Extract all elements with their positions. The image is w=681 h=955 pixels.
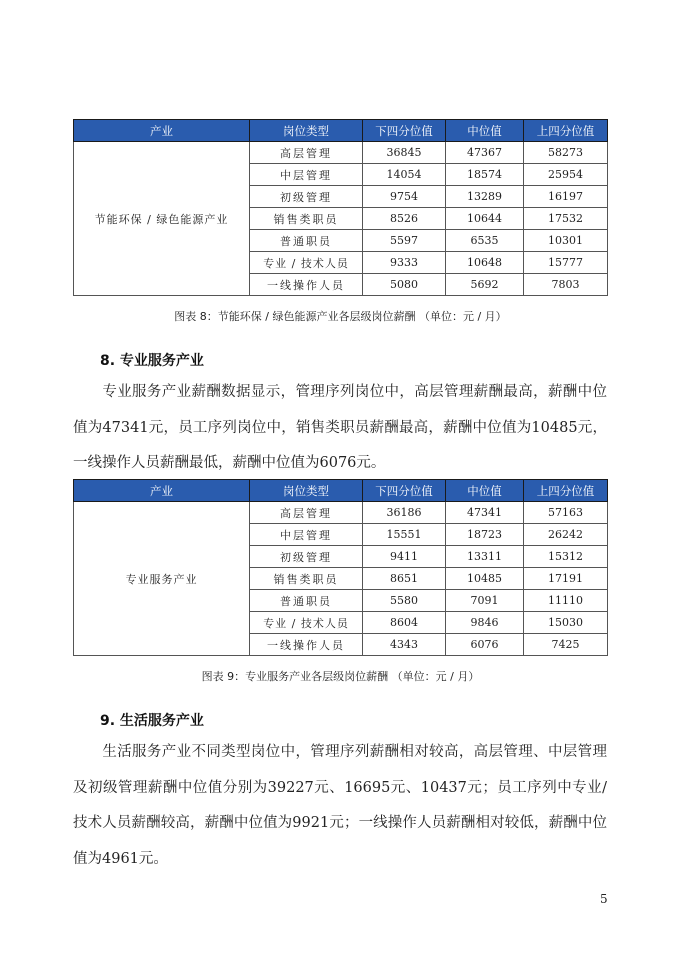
q1-cell: 8526 — [363, 208, 446, 230]
position-cell: 中层管理 — [250, 524, 363, 546]
median-cell: 6535 — [446, 230, 524, 252]
median-cell: 13311 — [446, 546, 524, 568]
header-position-type: 岗位类型 — [250, 480, 363, 502]
salary-table-energy — [73, 119, 608, 296]
position-cell: 普通职员 — [250, 230, 363, 252]
position-cell: 销售类职员 — [250, 568, 363, 590]
position-cell: 一线操作人员 — [250, 274, 363, 296]
median-cell: 10648 — [446, 252, 524, 274]
position-cell: 初级管理 — [250, 186, 363, 208]
q3-cell: 15777 — [524, 252, 608, 274]
q1-cell: 36186 — [363, 502, 446, 524]
table-caption-8: 图表 8：节能环保 / 绿色能源产业各层级岗位薪酬 （单位：元 / 月） — [174, 310, 507, 323]
q1-cell: 5580 — [363, 590, 446, 612]
median-cell: 47367 — [446, 142, 524, 164]
q1-cell: 9411 — [363, 546, 446, 568]
median-cell: 7091 — [446, 590, 524, 612]
position-cell: 专业 / 技术人员 — [250, 252, 363, 274]
q1-cell: 9333 — [363, 252, 446, 274]
median-cell: 10485 — [446, 568, 524, 590]
industry-cell: 专业服务产业 — [74, 502, 250, 656]
section-heading-9: 9. 生活服务产业 — [100, 713, 204, 729]
q3-cell: 58273 — [524, 142, 608, 164]
paragraph-text: 专业服务产业薪酬数据显示，管理序列岗位中，高层管理薪酬最高，薪酬中位值为47341元，员工序列岗位中，销售类职员薪酬最高，薪酬中位值为10485元，一线操作人员薪酬最低，薪酬中位值为6076元。 — [73, 384, 607, 471]
header-industry: 产业 — [74, 480, 250, 502]
table-header-row — [74, 120, 608, 142]
position-cell: 中层管理 — [250, 164, 363, 186]
q1-cell: 8651 — [363, 568, 446, 590]
table-row — [74, 502, 608, 524]
median-cell: 47341 — [446, 502, 524, 524]
median-cell: 6076 — [446, 634, 524, 656]
paragraph-text: 生活服务产业不同类型岗位中，管理序列薪酬相对较高，高层管理、中层管理及初级管理薪酬中位值分别为39227元、16695元、10437元；员工序列中专业/技术人员薪酬较高，薪酬中位值为9921元；一线操作人员薪酬相对较低，薪酬中位值为4961元。 — [73, 744, 607, 867]
q3-cell: 25954 — [524, 164, 608, 186]
position-cell: 高层管理 — [250, 502, 363, 524]
position-cell: 高层管理 — [250, 142, 363, 164]
header-median: 中位值 — [446, 120, 524, 142]
header-q1: 下四分位值 — [363, 480, 446, 502]
q1-cell: 36845 — [363, 142, 446, 164]
q3-cell: 15312 — [524, 546, 608, 568]
median-cell: 18723 — [446, 524, 524, 546]
table-header-row — [74, 480, 608, 502]
median-cell: 9846 — [446, 612, 524, 634]
position-cell: 专业 / 技术人员 — [250, 612, 363, 634]
industry-cell: 节能环保 / 绿色能源产业 — [74, 142, 250, 296]
q1-cell: 15551 — [363, 524, 446, 546]
median-cell: 10644 — [446, 208, 524, 230]
q1-cell: 5080 — [363, 274, 446, 296]
header-position-type: 岗位类型 — [250, 120, 363, 142]
q1-cell: 9754 — [363, 186, 446, 208]
q1-cell: 4343 — [363, 634, 446, 656]
salary-table-professional-services — [73, 479, 608, 656]
q3-cell: 7425 — [524, 634, 608, 656]
q3-cell: 15030 — [524, 612, 608, 634]
q3-cell: 7803 — [524, 274, 608, 296]
q3-cell: 16197 — [524, 186, 608, 208]
position-cell: 销售类职员 — [250, 208, 363, 230]
section-heading-8: 8. 专业服务产业 — [100, 353, 204, 369]
q3-cell: 10301 — [524, 230, 608, 252]
table-row — [74, 142, 608, 164]
median-cell: 18574 — [446, 164, 524, 186]
position-cell: 初级管理 — [250, 546, 363, 568]
section-paragraph-9 — [73, 735, 607, 877]
section-paragraph-8 — [73, 375, 607, 482]
q3-cell: 17532 — [524, 208, 608, 230]
table-caption-9: 图表 9：专业服务产业各层级岗位薪酬 （单位：元 / 月） — [201, 670, 480, 683]
header-q3: 上四分位值 — [524, 120, 608, 142]
header-industry: 产业 — [74, 120, 250, 142]
position-cell: 普通职员 — [250, 590, 363, 612]
page-number: 5 — [600, 892, 608, 906]
q3-cell: 11110 — [524, 590, 608, 612]
median-cell: 13289 — [446, 186, 524, 208]
header-q1: 下四分位值 — [363, 120, 446, 142]
q1-cell: 14054 — [363, 164, 446, 186]
position-cell: 一线操作人员 — [250, 634, 363, 656]
header-median: 中位值 — [446, 480, 524, 502]
q3-cell: 17191 — [524, 568, 608, 590]
q1-cell: 8604 — [363, 612, 446, 634]
median-cell: 5692 — [446, 274, 524, 296]
q3-cell: 57163 — [524, 502, 608, 524]
q1-cell: 5597 — [363, 230, 446, 252]
q3-cell: 26242 — [524, 524, 608, 546]
header-q3: 上四分位值 — [524, 480, 608, 502]
